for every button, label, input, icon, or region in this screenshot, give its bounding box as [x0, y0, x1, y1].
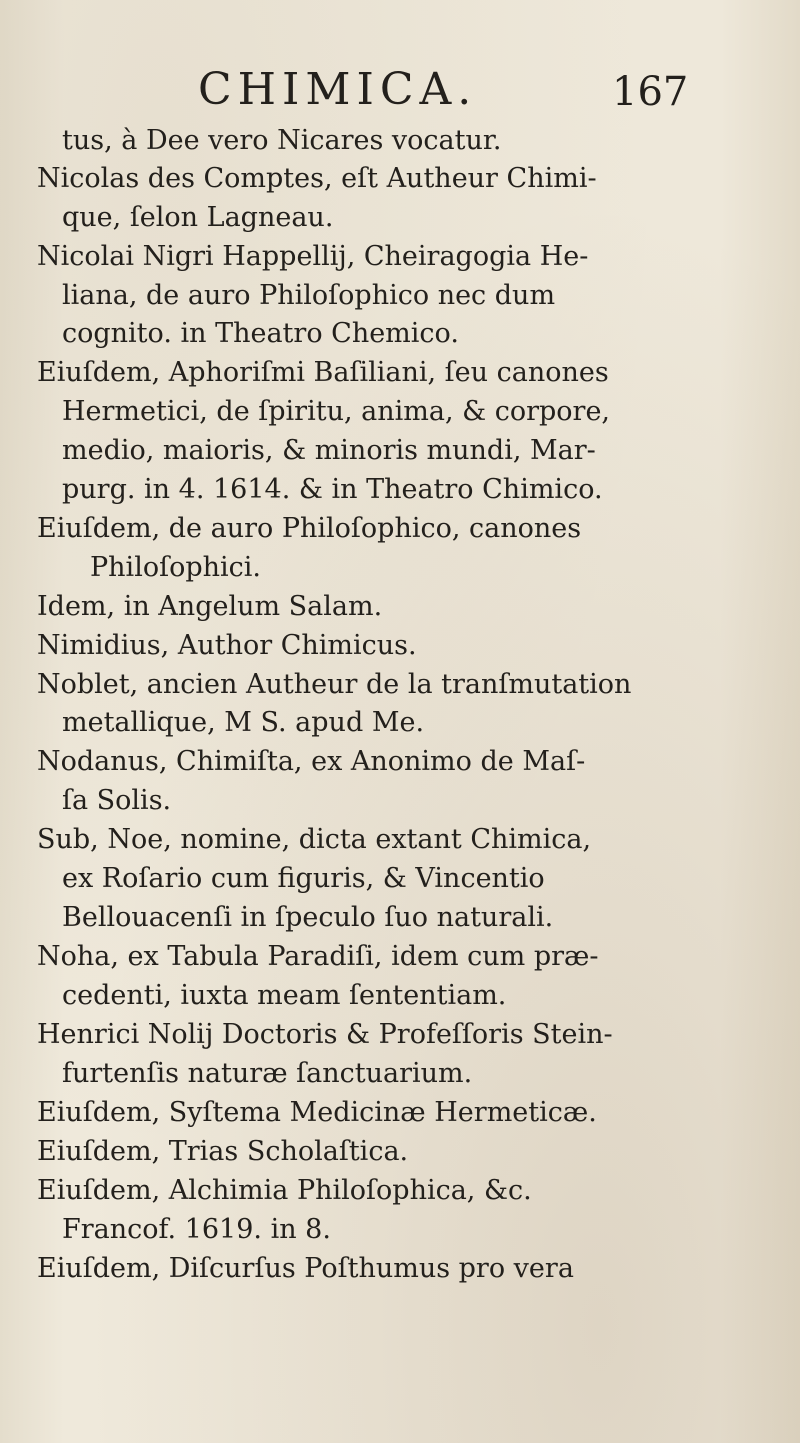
text-line: furtenſis naturæ ſanctuarium.: [62, 1058, 473, 1089]
text-line: Nicolas des Comptes, eſt Autheur Chimi-: [37, 163, 597, 194]
text-line: cedenti, iuxta meam ſententiam.: [62, 980, 507, 1011]
text-line: Eiuſdem, de auro Philoſophico, canones: [37, 513, 582, 544]
page-number: 167: [612, 69, 689, 115]
text-line: Nodanus, Chimiſta, ex Anonimo de Maſ-: [37, 746, 586, 777]
text-line: Bellouacenſi in ſpeculo ſuo naturali.: [62, 902, 554, 933]
text-line: Sub, Noe, nomine, dicta extant Chimica,: [37, 824, 592, 855]
text-line: medio, maioris, & minoris mundi, Mar-: [62, 435, 596, 466]
text-line: purg. in 4. 1614. & in Theatro Chimico.: [62, 474, 603, 505]
text-line: Idem, in Angelum Salam.: [37, 591, 383, 622]
text-line: Francof. 1619. in 8.: [62, 1214, 331, 1245]
text-line: metallique, M S. apud Me.: [62, 707, 425, 738]
text-line: Nimidius, Author Chimicus.: [37, 630, 417, 661]
text-line: Noblet, ancien Autheur de la tranſmutation: [37, 669, 632, 700]
text-line: Philoſophici.: [90, 552, 261, 583]
text-line: Eiuſdem, Trias Scholaſtica.: [37, 1136, 409, 1167]
text-line: Eiuſdem, Diſcurſus Poſthumus pro vera: [37, 1253, 574, 1284]
text-line: cognito. in Theatro Chemico.: [62, 318, 459, 349]
text-line: Henrici Nolij Doctoris & Profeſſoris Stein-: [37, 1019, 613, 1050]
page-header: [0, 62, 800, 126]
text-line: ſa Solis.: [62, 785, 172, 816]
text-line: Eiuſdem, Alchimia Philoſophica, &c.: [37, 1175, 532, 1206]
text-line: ex Roſario cum figuris, & Vincentio: [62, 863, 545, 894]
text-line: tus, à Dee vero Nicares vocatur.: [62, 125, 502, 156]
text-line: Noha, ex Tabula Paradiſi, idem cum præ-: [37, 941, 599, 972]
running-title: CHIMICA.: [198, 64, 478, 115]
text-line: Eiuſdem, Aphoriſmi Baſiliani, ſeu canones: [37, 357, 609, 388]
text-line: Nicolai Nigri Happellij, Cheiragogia He-: [37, 241, 589, 272]
text-line: Eiuſdem, Syſtema Medicinæ Hermeticæ.: [37, 1097, 597, 1128]
text-line: que, ſelon Lagneau.: [62, 202, 334, 233]
text-line: liana, de auro Philoſophico nec dum: [62, 280, 556, 311]
text-line: Hermetici, de ſpiritu, anima, & corpore,: [62, 396, 611, 427]
